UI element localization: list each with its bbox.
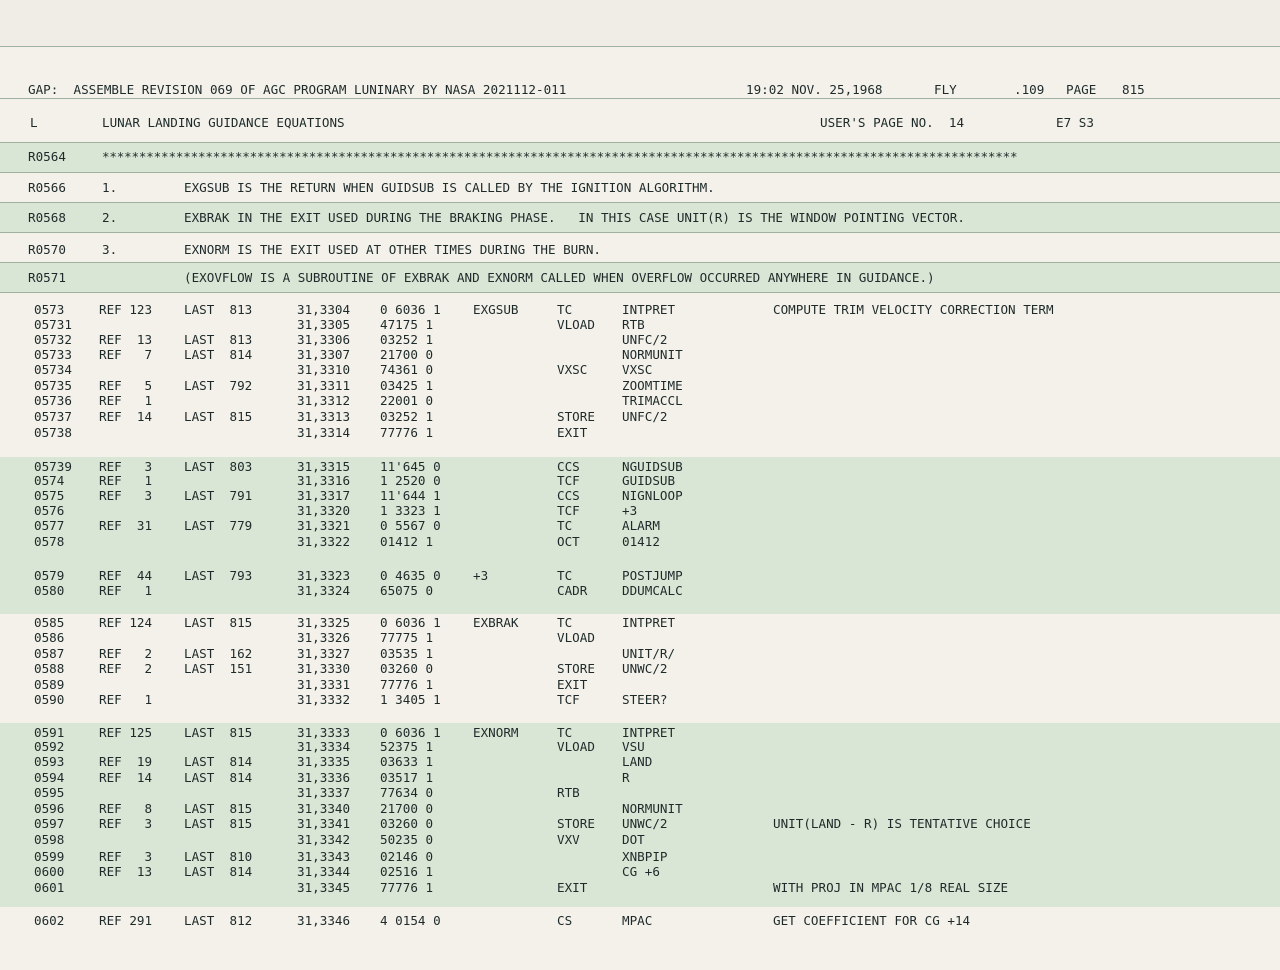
address: 31,3323 bbox=[297, 568, 351, 583]
code-comment: UNIT(LAND - R) IS TENTATIVE CHOICE bbox=[773, 816, 1031, 831]
octal-word: 1 3323 1 bbox=[380, 503, 441, 518]
operand: INTPRET bbox=[622, 615, 676, 630]
octal-word: 01412 1 bbox=[380, 534, 434, 549]
header-mode: FLY bbox=[934, 82, 957, 97]
line-number: 05736 bbox=[34, 393, 72, 408]
address: 31,3331 bbox=[297, 677, 351, 692]
octal-word: 03252 1 bbox=[380, 332, 434, 347]
comment-number: 1. bbox=[102, 180, 118, 195]
listing-row bbox=[0, 832, 1280, 848]
ref-count: REF 291 bbox=[99, 913, 153, 928]
opcode: TC bbox=[557, 725, 573, 740]
listing-row bbox=[0, 661, 1280, 677]
listing-row bbox=[0, 849, 1280, 865]
last-ref: LAST 162 bbox=[184, 646, 253, 661]
octal-word: 65075 0 bbox=[380, 583, 434, 598]
line-number: 05739 bbox=[34, 459, 72, 474]
listing-row bbox=[0, 425, 1280, 441]
address: 31,3307 bbox=[297, 347, 351, 362]
operand: 01412 bbox=[622, 534, 660, 549]
ref-count: REF 8 bbox=[99, 801, 153, 816]
comment-text: EXBRAK IN THE EXIT USED DURING THE BRAKING PHASE. IN THIS CASE UNIT(R) IS THE WINDOW POINTING VECTOR. bbox=[184, 210, 965, 225]
address: 31,3311 bbox=[297, 378, 351, 393]
label: EXBRAK bbox=[473, 615, 519, 630]
octal-word: 03425 1 bbox=[380, 378, 434, 393]
listing-row bbox=[0, 568, 1280, 584]
opcode: VXV bbox=[557, 832, 580, 847]
comment-text: EXNORM IS THE EXIT USED AT OTHER TIMES DURING THE BURN. bbox=[184, 242, 602, 257]
opcode: EXIT bbox=[557, 880, 588, 895]
last-ref: LAST 812 bbox=[184, 913, 253, 928]
line-number: 0574 bbox=[34, 473, 65, 488]
listing-row bbox=[0, 864, 1280, 880]
line-number: 05731 bbox=[34, 317, 72, 332]
listing-row bbox=[0, 347, 1280, 363]
address: 31,3325 bbox=[297, 615, 351, 630]
line-number: 0596 bbox=[34, 801, 65, 816]
paper-rule bbox=[0, 292, 1280, 293]
paper-rule bbox=[0, 142, 1280, 143]
last-ref: LAST 815 bbox=[184, 725, 253, 740]
line-number: 05735 bbox=[34, 378, 72, 393]
ref-count: REF 3 bbox=[99, 816, 153, 831]
last-ref: LAST 151 bbox=[184, 661, 253, 676]
subheader-code: E7 S3 bbox=[1056, 115, 1094, 130]
opcode: TC bbox=[557, 518, 573, 533]
listing-row bbox=[0, 692, 1280, 708]
last-ref: LAST 813 bbox=[184, 302, 253, 317]
address: 31,3326 bbox=[297, 630, 351, 645]
operand: UNWC/2 bbox=[622, 661, 668, 676]
operand: UNWC/2 bbox=[622, 816, 668, 831]
last-ref: LAST 779 bbox=[184, 518, 253, 533]
comment-row bbox=[0, 270, 1280, 286]
opcode: CCS bbox=[557, 488, 580, 503]
comment-row bbox=[0, 242, 1280, 258]
address: 31,3342 bbox=[297, 832, 351, 847]
line-number: 0589 bbox=[34, 677, 65, 692]
last-ref: LAST 792 bbox=[184, 378, 253, 393]
line-number: 0593 bbox=[34, 754, 65, 769]
listing-row bbox=[0, 770, 1280, 786]
ref-count: REF 13 bbox=[99, 864, 153, 879]
ref-count: REF 3 bbox=[99, 849, 153, 864]
ref-count: REF 14 bbox=[99, 409, 153, 424]
operand: POSTJUMP bbox=[622, 568, 683, 583]
line-number: 0600 bbox=[34, 864, 65, 879]
listing-row bbox=[0, 583, 1280, 599]
line-number: 0573 bbox=[34, 302, 65, 317]
listing-row bbox=[0, 913, 1280, 929]
ref-count: REF 1 bbox=[99, 692, 153, 707]
address: 31,3345 bbox=[297, 880, 351, 895]
header-page-label: PAGE bbox=[1066, 82, 1097, 97]
address: 31,3330 bbox=[297, 661, 351, 676]
paper-top-margin bbox=[0, 0, 1280, 46]
last-ref: LAST 815 bbox=[184, 615, 253, 630]
ref-count: REF 31 bbox=[99, 518, 153, 533]
opcode: CADR bbox=[557, 583, 588, 598]
paper-rule bbox=[0, 98, 1280, 99]
operand: MPAC bbox=[622, 913, 653, 928]
operand: LAND bbox=[622, 754, 653, 769]
line-number: 0599 bbox=[34, 849, 65, 864]
opcode: VLOAD bbox=[557, 630, 595, 645]
paper-rule bbox=[0, 232, 1280, 233]
octal-word: 52375 1 bbox=[380, 739, 434, 754]
listing-row bbox=[0, 409, 1280, 425]
operand: R bbox=[622, 770, 630, 785]
operand: NORMUNIT bbox=[622, 801, 683, 816]
last-ref: LAST 815 bbox=[184, 816, 253, 831]
line-number: 0595 bbox=[34, 785, 65, 800]
octal-word: 0 6036 1 bbox=[380, 615, 441, 630]
octal-word: 03535 1 bbox=[380, 646, 434, 661]
opcode: CS bbox=[557, 913, 573, 928]
label: EXNORM bbox=[473, 725, 519, 740]
header-timestamp: 19:02 NOV. 25,1968 bbox=[746, 82, 883, 97]
octal-word: 1 2520 0 bbox=[380, 473, 441, 488]
listing-row bbox=[0, 503, 1280, 519]
code-comment: COMPUTE TRIM VELOCITY CORRECTION TERM bbox=[773, 302, 1054, 317]
octal-word: 4 0154 0 bbox=[380, 913, 441, 928]
line-number: 05738 bbox=[34, 425, 72, 440]
comment-number: 2. bbox=[102, 210, 118, 225]
operand: UNFC/2 bbox=[622, 409, 668, 424]
operand: INTPRET bbox=[622, 725, 676, 740]
operand: NIGNLOOP bbox=[622, 488, 683, 503]
ref-count: REF 124 bbox=[99, 615, 153, 630]
address: 31,3340 bbox=[297, 801, 351, 816]
ref-count: REF 2 bbox=[99, 646, 153, 661]
last-ref: LAST 815 bbox=[184, 801, 253, 816]
address: 31,3304 bbox=[297, 302, 351, 317]
last-ref: LAST 815 bbox=[184, 409, 253, 424]
octal-word: 21700 0 bbox=[380, 347, 434, 362]
ref-count: REF 3 bbox=[99, 488, 153, 503]
comment-row bbox=[0, 149, 1280, 165]
last-ref: LAST 814 bbox=[184, 754, 253, 769]
listing-row bbox=[0, 534, 1280, 550]
last-ref: LAST 803 bbox=[184, 459, 253, 474]
line-number: 0598 bbox=[34, 832, 65, 847]
paper-rule bbox=[0, 46, 1280, 47]
listing-row bbox=[0, 739, 1280, 755]
address: 31,3337 bbox=[297, 785, 351, 800]
header-title: GAP: ASSEMBLE REVISION 069 OF AGC PROGRAM LUNINARY BY NASA 2021112-011 bbox=[28, 82, 567, 97]
opcode: VXSC bbox=[557, 362, 588, 377]
line-number: 0588 bbox=[34, 661, 65, 676]
comment-id: R0564 bbox=[28, 149, 66, 164]
listing-header bbox=[0, 82, 1280, 98]
opcode: OCT bbox=[557, 534, 580, 549]
listing-row bbox=[0, 677, 1280, 693]
ref-count: REF 13 bbox=[99, 332, 153, 347]
header-number: .109 bbox=[1014, 82, 1045, 97]
opcode: EXIT bbox=[557, 677, 588, 692]
octal-word: 0 4635 0 bbox=[380, 568, 441, 583]
line-number: 0592 bbox=[34, 739, 65, 754]
operand: UNFC/2 bbox=[622, 332, 668, 347]
comment-text: (EXOVFLOW IS A SUBROUTINE OF EXBRAK AND EXNORM CALLED WHEN OVERFLOW OCCURRED ANYWHERE IN GUIDANCE.) bbox=[184, 270, 935, 285]
opcode: TC bbox=[557, 302, 573, 317]
octal-word: 03633 1 bbox=[380, 754, 434, 769]
last-ref: LAST 813 bbox=[184, 332, 253, 347]
listing-row bbox=[0, 646, 1280, 662]
line-number: 0586 bbox=[34, 630, 65, 645]
listing-row bbox=[0, 302, 1280, 318]
line-number: 0578 bbox=[34, 534, 65, 549]
comment-text: **************************************************************************************************************************** bbox=[102, 149, 1018, 164]
operand: RTB bbox=[622, 317, 645, 332]
comment-row bbox=[0, 180, 1280, 196]
octal-word: 02146 0 bbox=[380, 849, 434, 864]
line-number: 05737 bbox=[34, 409, 72, 424]
address: 31,3310 bbox=[297, 362, 351, 377]
last-ref: LAST 810 bbox=[184, 849, 253, 864]
ref-count: REF 2 bbox=[99, 661, 153, 676]
subheader-mark: L bbox=[30, 115, 38, 130]
octal-word: 77776 1 bbox=[380, 425, 434, 440]
address: 31,3333 bbox=[297, 725, 351, 740]
operand: XNBPIP bbox=[622, 849, 668, 864]
opcode: VLOAD bbox=[557, 739, 595, 754]
address: 31,3306 bbox=[297, 332, 351, 347]
operand: CG +6 bbox=[622, 864, 660, 879]
opcode: TCF bbox=[557, 503, 580, 518]
address: 31,3324 bbox=[297, 583, 351, 598]
operand: +3 bbox=[622, 503, 638, 518]
listing-row bbox=[0, 880, 1280, 896]
octal-word: 03252 1 bbox=[380, 409, 434, 424]
listing-row bbox=[0, 801, 1280, 817]
octal-word: 50235 0 bbox=[380, 832, 434, 847]
operand: UNIT/R/ bbox=[622, 646, 676, 661]
octal-word: 03517 1 bbox=[380, 770, 434, 785]
listing-row bbox=[0, 785, 1280, 801]
opcode: RTB bbox=[557, 785, 580, 800]
ref-count: REF 5 bbox=[99, 378, 153, 393]
octal-word: 0 6036 1 bbox=[380, 302, 441, 317]
listing-row bbox=[0, 473, 1280, 489]
ref-count: REF 19 bbox=[99, 754, 153, 769]
address: 31,3336 bbox=[297, 770, 351, 785]
subheader-title: LUNAR LANDING GUIDANCE EQUATIONS bbox=[102, 115, 345, 130]
operand: TRIMACCL bbox=[622, 393, 683, 408]
octal-word: 77775 1 bbox=[380, 630, 434, 645]
listing-row bbox=[0, 630, 1280, 646]
last-ref: LAST 814 bbox=[184, 347, 253, 362]
last-ref: LAST 814 bbox=[184, 864, 253, 879]
line-number: 0602 bbox=[34, 913, 65, 928]
operand: DDUMCALC bbox=[622, 583, 683, 598]
octal-word: 77776 1 bbox=[380, 677, 434, 692]
last-ref: LAST 793 bbox=[184, 568, 253, 583]
octal-word: 77634 0 bbox=[380, 785, 434, 800]
paper-rule bbox=[0, 202, 1280, 203]
address: 31,3305 bbox=[297, 317, 351, 332]
address: 31,3334 bbox=[297, 739, 351, 754]
octal-word: 21700 0 bbox=[380, 801, 434, 816]
octal-word: 22001 0 bbox=[380, 393, 434, 408]
comment-row bbox=[0, 210, 1280, 226]
octal-word: 11'644 1 bbox=[380, 488, 441, 503]
ref-count: REF 7 bbox=[99, 347, 153, 362]
opcode: TC bbox=[557, 615, 573, 630]
listing-row bbox=[0, 378, 1280, 394]
comment-id: R0570 bbox=[28, 242, 66, 257]
octal-word: 0 5567 0 bbox=[380, 518, 441, 533]
address: 31,3327 bbox=[297, 646, 351, 661]
octal-word: 11'645 0 bbox=[380, 459, 441, 474]
code-comment: GET COEFFICIENT FOR CG +14 bbox=[773, 913, 971, 928]
operand: DOT bbox=[622, 832, 645, 847]
listing-row bbox=[0, 615, 1280, 631]
line-number: 0594 bbox=[34, 770, 65, 785]
operand: STEER? bbox=[622, 692, 668, 707]
opcode: TCF bbox=[557, 473, 580, 488]
octal-word: 74361 0 bbox=[380, 362, 434, 377]
address: 31,3346 bbox=[297, 913, 351, 928]
paper-rule bbox=[0, 172, 1280, 173]
listing-row bbox=[0, 754, 1280, 770]
line-number: 0580 bbox=[34, 583, 65, 598]
octal-word: 03260 0 bbox=[380, 816, 434, 831]
comment-id: R0571 bbox=[28, 270, 66, 285]
line-number: 0579 bbox=[34, 568, 65, 583]
opcode: TC bbox=[557, 568, 573, 583]
address: 31,3344 bbox=[297, 864, 351, 879]
ref-count: REF 1 bbox=[99, 583, 153, 598]
ref-count: REF 1 bbox=[99, 473, 153, 488]
octal-word: 0 6036 1 bbox=[380, 725, 441, 740]
opcode: VLOAD bbox=[557, 317, 595, 332]
address: 31,3316 bbox=[297, 473, 351, 488]
octal-word: 1 3405 1 bbox=[380, 692, 441, 707]
address: 31,3335 bbox=[297, 754, 351, 769]
listing-row bbox=[0, 317, 1280, 333]
line-number: 0576 bbox=[34, 503, 65, 518]
ref-count: REF 14 bbox=[99, 770, 153, 785]
address: 31,3322 bbox=[297, 534, 351, 549]
line-number: 0587 bbox=[34, 646, 65, 661]
label: +3 bbox=[473, 568, 489, 583]
address: 31,3321 bbox=[297, 518, 351, 533]
comment-id: R0566 bbox=[28, 180, 66, 195]
address: 31,3343 bbox=[297, 849, 351, 864]
address: 31,3314 bbox=[297, 425, 351, 440]
address: 31,3332 bbox=[297, 692, 351, 707]
code-comment: WITH PROJ IN MPAC 1/8 REAL SIZE bbox=[773, 880, 1009, 895]
ref-count: REF 1 bbox=[99, 393, 153, 408]
operand: ZOOMTIME bbox=[622, 378, 683, 393]
operand: ALARM bbox=[622, 518, 660, 533]
comment-id: R0568 bbox=[28, 210, 66, 225]
listing-row bbox=[0, 393, 1280, 409]
last-ref: LAST 791 bbox=[184, 488, 253, 503]
users-page-number: USER'S PAGE NO. 14 bbox=[820, 115, 965, 130]
octal-word: 03260 0 bbox=[380, 661, 434, 676]
listing-row bbox=[0, 518, 1280, 534]
opcode: STORE bbox=[557, 409, 595, 424]
operand: GUIDSUB bbox=[622, 473, 676, 488]
line-number: 0585 bbox=[34, 615, 65, 630]
opcode: STORE bbox=[557, 816, 595, 831]
octal-word: 02516 1 bbox=[380, 864, 434, 879]
ref-count: REF 125 bbox=[99, 725, 153, 740]
address: 31,3341 bbox=[297, 816, 351, 831]
line-number: 0575 bbox=[34, 488, 65, 503]
address: 31,3315 bbox=[297, 459, 351, 474]
opcode: STORE bbox=[557, 661, 595, 676]
operand: VXSC bbox=[622, 362, 653, 377]
octal-word: 77776 1 bbox=[380, 880, 434, 895]
last-ref: LAST 814 bbox=[184, 770, 253, 785]
operand: NGUIDSUB bbox=[622, 459, 683, 474]
comment-number: 3. bbox=[102, 242, 118, 257]
line-number: 05732 bbox=[34, 332, 72, 347]
line-number: 05733 bbox=[34, 347, 72, 362]
listing-subheader bbox=[0, 115, 1280, 131]
line-number: 0597 bbox=[34, 816, 65, 831]
ref-count: REF 3 bbox=[99, 459, 153, 474]
line-number: 0601 bbox=[34, 880, 65, 895]
operand: VSU bbox=[622, 739, 645, 754]
ref-count: REF 123 bbox=[99, 302, 153, 317]
address: 31,3320 bbox=[297, 503, 351, 518]
address: 31,3313 bbox=[297, 409, 351, 424]
listing-row bbox=[0, 488, 1280, 504]
line-number: 0590 bbox=[34, 692, 65, 707]
line-number: 05734 bbox=[34, 362, 72, 377]
opcode: CCS bbox=[557, 459, 580, 474]
line-number: 0577 bbox=[34, 518, 65, 533]
comment-text: EXGSUB IS THE RETURN WHEN GUIDSUB IS CALLED BY THE IGNITION ALGORITHM. bbox=[184, 180, 715, 195]
header-page-number: 815 bbox=[1122, 82, 1145, 97]
opcode: TCF bbox=[557, 692, 580, 707]
ref-count: REF 44 bbox=[99, 568, 153, 583]
operand: INTPRET bbox=[622, 302, 676, 317]
line-number: 0591 bbox=[34, 725, 65, 740]
address: 31,3317 bbox=[297, 488, 351, 503]
address: 31,3312 bbox=[297, 393, 351, 408]
listing-row bbox=[0, 362, 1280, 378]
paper-rule bbox=[0, 262, 1280, 263]
octal-word: 47175 1 bbox=[380, 317, 434, 332]
listing-row bbox=[0, 332, 1280, 348]
label: EXGSUB bbox=[473, 302, 519, 317]
operand: NORMUNIT bbox=[622, 347, 683, 362]
opcode: EXIT bbox=[557, 425, 588, 440]
listing-row bbox=[0, 816, 1280, 832]
